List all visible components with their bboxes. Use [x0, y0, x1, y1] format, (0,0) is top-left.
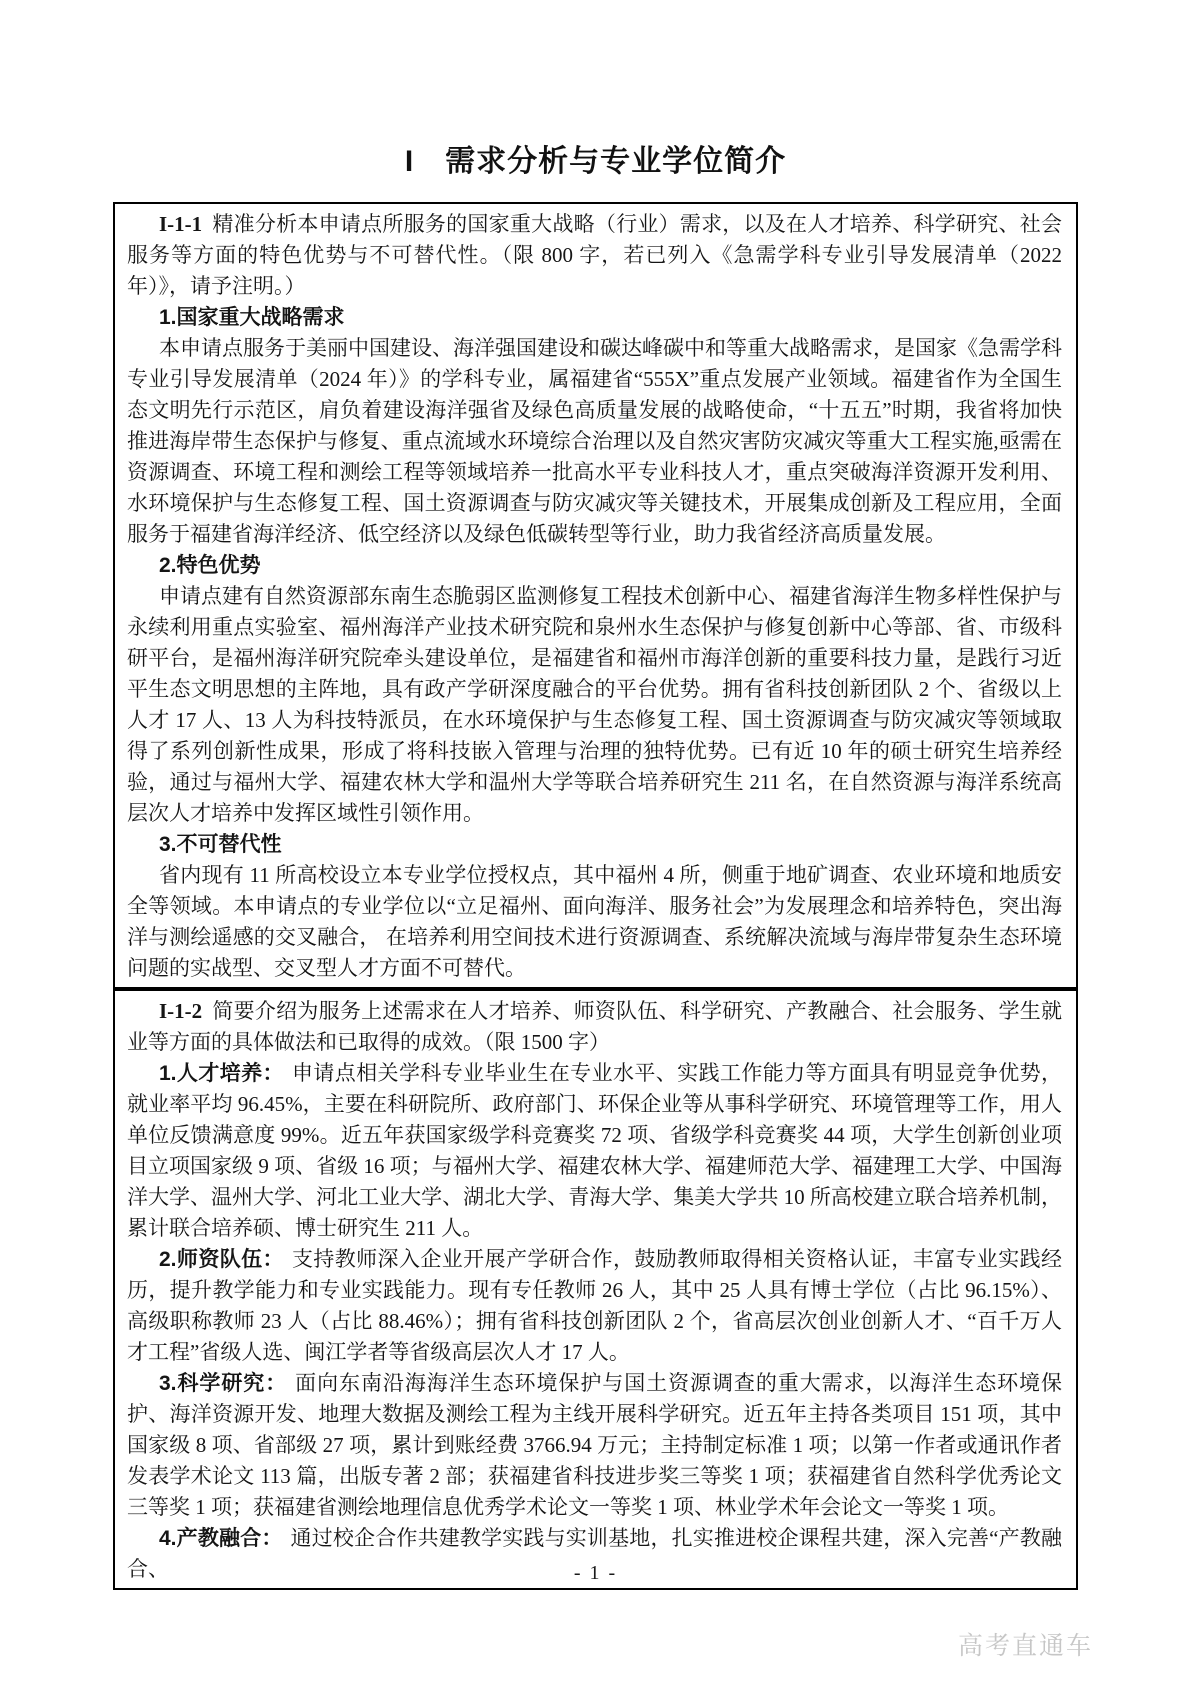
- section-i-1-2: [113, 989, 1078, 1590]
- section-i-1-1: [113, 202, 1078, 989]
- item-industry-education-lead: 4.产教融合：: [159, 1527, 283, 1550]
- block-heading-advantage: 2.特色优势: [159, 554, 261, 577]
- item-faculty: [127, 1244, 1062, 1368]
- section-i-1-1-prompt-text: 精准分析本申请点所服务的国家重大战略（行业）需求，以及在人才培养、科学研究、社会服务等方面的特色优势与不可替代性。（限 800 字，若已列入《急需学科专业引导发展清单（2022 年）》，请予注明。）: [127, 212, 1062, 298]
- item-industry-education-text: 通过校企合作共建教学实践与实训基地，扎实推进校企课程共建，深入完善“产教融合、: [127, 1526, 1062, 1581]
- section-i-1-2-prompt-text: 简要介绍为服务上述需求在人才培养、师资队伍、科学研究、产教融合、社会服务、学生就业等方面的具体做法和已取得的成效。（限 1500 字）: [127, 999, 1062, 1054]
- item-talent-training-lead: 1.人才培养：: [159, 1062, 284, 1085]
- block-paragraph-advantage: 申请点建有自然资源部东南生态脆弱区监测修复工程技术创新中心、福建省海洋生物多样性保护与永续利用重点实验室、福州海洋产业技术研究院和泉州水生态保护与修复创新中心等部、省、市级科研平台，是福州海洋研究院牵头建设单位，是福建省和福州市海洋创新的重要科技力量，是践行习近平生态文明思想的主阵地，具有政产学研深度融合的平台优势。拥有省科技创新团队 2 个、省级以上人才 17 人、13 人为科技特派员，在水环境保护与生态修复工程、国土资源调查与防灾减灾等领域取得了系列创新性成果，形成了将科技嵌入管理与治理的独特优势。已有近 10 年的硕士研究生培养经验，通过与福州大学、福建农林大学和温州大学等联合培养研究生 211 名，在自然资源与海洋系统高层次人才培养中发挥区域性引领作用。: [127, 584, 1062, 825]
- section-i-1-1-label: I-1-1: [159, 212, 203, 236]
- section-i-1-2-prompt: [127, 996, 1062, 1058]
- item-research-text: 面向东南沿海海洋生态环境保护与国土资源调查的重大需求，以海洋生态环境保护、海洋资源开发、地理大数据及测绘工程为主线开展科学研究。近五年主持各类项目 151 项，其中国家级 8 项、省部级 27 项，累计到账经费 3766.94 万元；主持制定标准 1 项；以第一作者或通讯作者发表学术论文 113 篇，出版专著 2 部；获福建省科技进步奖三等奖 1 项；获福建省自然科学优秀论文三等奖 1 项；获福建省测绘地理信息优秀学术论文一等奖 1 项、林业学术年会论文一等奖 1 项。: [127, 1371, 1062, 1519]
- section-i-1-2-label: I-1-2: [159, 999, 203, 1023]
- item-faculty-lead: 2.师资队伍：: [159, 1248, 284, 1271]
- block-heading-irreplaceability: 3.不可替代性: [159, 833, 282, 856]
- item-talent-training: [127, 1058, 1062, 1244]
- item-research-lead: 3.科学研究：: [159, 1372, 288, 1395]
- page-title: I 需求分析与专业学位简介: [404, 145, 787, 178]
- section-i-1-1-prompt: [127, 209, 1062, 302]
- block-paragraph-irreplaceability: 省内现有 11 所高校设立本专业学位授权点，其中福州 4 所，侧重于地矿调查、农业环境和地质安全等领域。本申请点的专业学位以“立足福州、面向海洋、服务社会”为发展理念和培养特色，突出海洋与测绘遥感的交叉融合， 在培养利用空间技术进行资源调查、系统解决流域与海岸带复杂生态环境问题的实战型、交叉型人才方面不可替代。: [127, 863, 1062, 980]
- item-talent-training-text: 申请点相关学科专业毕业生在专业水平、实践工作能力等方面具有明显竞争优势，就业率平均 96.45%，主要在科研院所、政府部门、环保企业等从事科学研究、环境管理等工作，用人单位反馈满意度 99%。近五年获国家级学科竞赛奖 72 项、省级学科竞赛奖 44 项，大学生创新创业项目立项国家级 9 项、省级 16 项；与福州大学、福建农林大学、福建师范大学、福建理工大学、中国海洋大学、温州大学、河北工业大学、湖北大学、青海大学、集美大学共 10 所高校建立联合培养机制，累计联合培养硕、博士研究生 211 人。: [127, 1061, 1063, 1240]
- block-paragraph-strategy: 本申请点服务于美丽中国建设、海洋强国建设和碳达峰碳中和等重大战略需求，是国家《急需学科专业引导发展清单（2024 年）》的学科专业，属福建省“555X”重点发展产业领域。福建省作为全国生态文明先行示范区，肩负着建设海洋强省及绿色高质量发展的战略使命，“十五五”时期，我省将加快推进海岸带生态保护与修复、重点流域水环境综合治理以及自然灾害防灾减灾等重大工程实施,亟需在资源调查、环境工程和测绘工程等领域培养一批高水平专业科技人才，重点突破海洋资源开发利用、水环境保护与生态修复工程、国土资源调查与防灾减灾等关键技术，开展集成创新及工程应用，全面服务于福建省海洋经济、低空经济以及绿色低碳转型等行业，助力我省经济高质量发展。: [127, 336, 1062, 546]
- form-table: [113, 202, 1078, 1590]
- watermark: 高考直通车: [957, 1632, 1093, 1660]
- block-heading-strategy: 1.国家重大战略需求: [159, 306, 345, 329]
- page-number: - 1 -: [573, 1562, 618, 1584]
- item-faculty-text: 支持教师深入企业开展产学研合作，鼓励教师取得相关资格认证，丰富专业实践经历，提升教学能力和专业实践能力。现有专任教师 26 人，其中 25 人具有博士学位（占比 96.15%）、高级职称教师 23 人（占比 88.46%）；拥有省科技创新团队 2 个，省高层次创业创新人才、“百千万人才工程”省级人选、闽江学者等省级高层次人才 17 人。: [127, 1247, 1063, 1364]
- item-research: [127, 1368, 1062, 1523]
